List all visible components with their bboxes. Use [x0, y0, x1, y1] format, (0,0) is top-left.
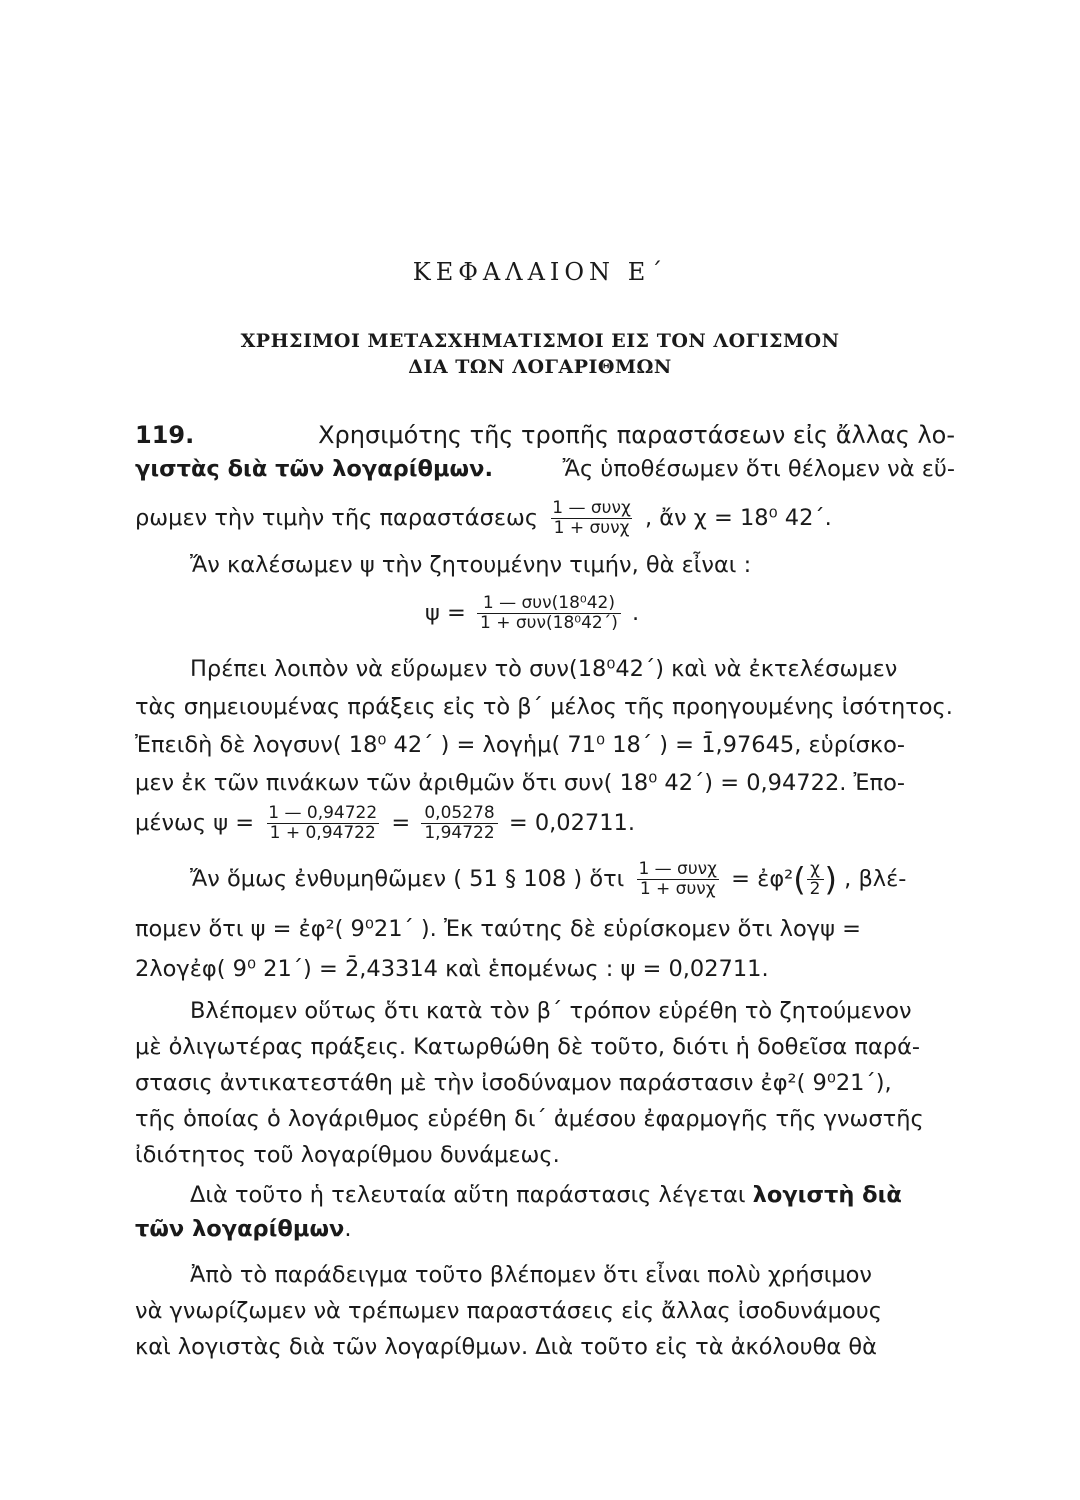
text-span: = ἐφ²	[731, 866, 794, 892]
paragraph-line: τὰς σημειουμένας πράξεις εἰς τὸ β΄ μέλος τῆς προηγουμένης ἰσότητος.	[135, 694, 953, 720]
bold-phrase: γιστὰς διὰ τῶν λογαρίθμων.	[135, 456, 493, 482]
fraction	[807, 860, 824, 899]
text-span: Ἄν ὅμως ἐνθυμηθῶμεν ( 51 § 108 ) ὅτι	[190, 866, 625, 892]
fraction	[477, 594, 621, 633]
paragraph-line: μὲ ὀλιγωτέρας πράξεις. Κατωρθώθη δὲ τοῦτο, διότι ἡ δοθεῖσα παρά-	[135, 1034, 921, 1060]
section-number: 119.	[135, 421, 195, 449]
fraction-numerator: 0,05278	[424, 803, 495, 823]
paragraph-line	[135, 496, 955, 540]
paragraph-line: νὰ γνωρίζωμεν νὰ τρέπωμεν παραστάσεις εἰς ἄλλας ἰσοδυνάμους	[135, 1298, 883, 1324]
equation-line	[135, 590, 955, 636]
section-title-line-1: ΧΡΗΣΙΜΟΙ ΜΕΤΑΣΧΗΜΑΤΙΣΜΟΙ ΕΙΣ ΤΟΝ ΛΟΓΙΣΜΟΝ	[240, 330, 840, 352]
fraction-denominator: 1 + συνχ	[551, 518, 633, 538]
text-span: ρωμεν τὴν τιμὴν τῆς παραστάσεως	[135, 505, 539, 531]
bold-phrase: λογιστὴ διὰ	[752, 1182, 902, 1208]
paragraph-line: τῆς ὁποίας ὁ λογάριθμος εὑρέθη δι΄ ἀμέσου ἐφαρμογῆς τῆς γνωστῆς	[135, 1106, 924, 1132]
fraction-denominator: 1 + συνχ	[637, 879, 719, 899]
equals-sign: =	[391, 810, 411, 836]
paragraph-line: μεν ἐκ τῶν πινάκων τῶν ἀριθμῶν ὅτι συν( 18⁰ 42΄) = 0,94722. Ἐπο-	[135, 770, 905, 796]
text-span: Ἄς ὑποθέσωμεν ὅτι θέλομεν νὰ εὕ-	[562, 456, 955, 482]
paragraph-line	[135, 1212, 955, 1246]
equation-end: .	[632, 600, 640, 626]
fraction	[421, 804, 497, 843]
bleed-through-shadow	[150, 118, 950, 278]
text-span: = 0,02711.	[508, 810, 636, 836]
paragraph-line: Βλέπομεν οὕτως ὅτι κατὰ τὸν β΄ τρόπον εὑρέθη τὸ ζητούμενον	[190, 998, 912, 1024]
fraction-denominator: 2	[807, 879, 824, 899]
fraction-denominator: 1 + 0,94722	[267, 823, 379, 843]
paragraph-line: Ἐπειδὴ δὲ λογσυν( 18⁰ 42΄ ) = λογἡμ( 71⁰ 18΄ ) = 1̄,97645, εὑρίσκο-	[135, 732, 906, 758]
equation-line	[135, 800, 955, 846]
left-paren: (	[793, 860, 806, 899]
fraction	[265, 804, 380, 843]
text-span: , ἄν χ = 18⁰ 42΄.	[644, 505, 832, 531]
text-span: Διὰ τοῦτο ἡ τελευταία αὕτη παράστασις λέγεται	[190, 1182, 746, 1208]
fraction	[549, 499, 634, 538]
paragraph-line	[135, 1178, 955, 1212]
text-span: , βλέ-	[844, 866, 907, 892]
paragraph-line: 2λογἐφ( 9⁰ 21΄) = 2̄,43314 καὶ ἑπομένως : ψ = 0,02711.	[135, 956, 769, 982]
paragraph-line: καὶ λογιστὰς διὰ τῶν λογαρίθμων. Διὰ τοῦτο εἰς τὰ ἀκόλουθα θὰ	[135, 1334, 878, 1360]
fraction-denominator: 1,94722	[421, 823, 497, 843]
paragraph-line: Ἄν καλέσωμεν ψ τὴν ζητουμένην τιμήν, θὰ εἶναι :	[190, 552, 752, 578]
fraction	[635, 860, 720, 899]
paragraph-line: στασις ἀντικατεστάθη μὲ τὴν ἰσοδύναμον παράστασιν ἐφ²( 9⁰21΄),	[135, 1070, 892, 1096]
fraction-numerator: χ	[810, 859, 820, 879]
fraction-numerator: 1 — 0,94722	[268, 803, 378, 823]
equation-lhs: ψ =	[425, 600, 466, 626]
section-heading-text: Χρησιμότης τῆς τροπῆς παραστάσεων εἰς ἄλλας λο-	[318, 421, 955, 449]
chapter-heading: ΚΕΦΑΛΑΙΟΝ Ε΄	[412, 258, 668, 286]
paragraph-line: πομεν ὅτι ψ = ἐφ²( 9⁰21΄ ). Ἐκ ταύτης δὲ εὑρίσκομεν ὅτι λογψ =	[135, 916, 861, 942]
paragraph-line: Πρέπει λοιπὸν νὰ εὕρωμεν τὸ συν(18⁰42΄) καὶ νὰ ἐκτελέσωμεν	[190, 656, 898, 682]
bold-phrase: τῶν λογαρίθμων	[135, 1216, 345, 1242]
right-paren: )	[824, 860, 837, 899]
fraction-numerator: 1 — συνχ	[638, 859, 717, 879]
text-span: μένως ψ =	[135, 810, 255, 836]
paragraph-line	[135, 418, 955, 452]
text-span: .	[344, 1216, 352, 1242]
paragraph-line: ἰδιότητος τοῦ λογαρίθμου δυνάμεως.	[135, 1142, 560, 1168]
fraction-denominator: 1 + συν(18⁰42΄)	[477, 613, 621, 633]
fraction-numerator: 1 — συν(18⁰42)	[482, 593, 615, 613]
section-title-line-2: ΔΙΑ ΤΩΝ ΛΟΓΑΡΙΘΜΩΝ	[408, 356, 672, 378]
paragraph-line	[135, 856, 955, 902]
paragraph-line	[135, 452, 955, 486]
fraction-numerator: 1 — συνχ	[552, 498, 631, 518]
paragraph-line: Ἀπὸ τὸ παράδειγμα τοῦτο βλέπομεν ὅτι εἶναι πολὺ χρήσιμον	[190, 1262, 872, 1288]
